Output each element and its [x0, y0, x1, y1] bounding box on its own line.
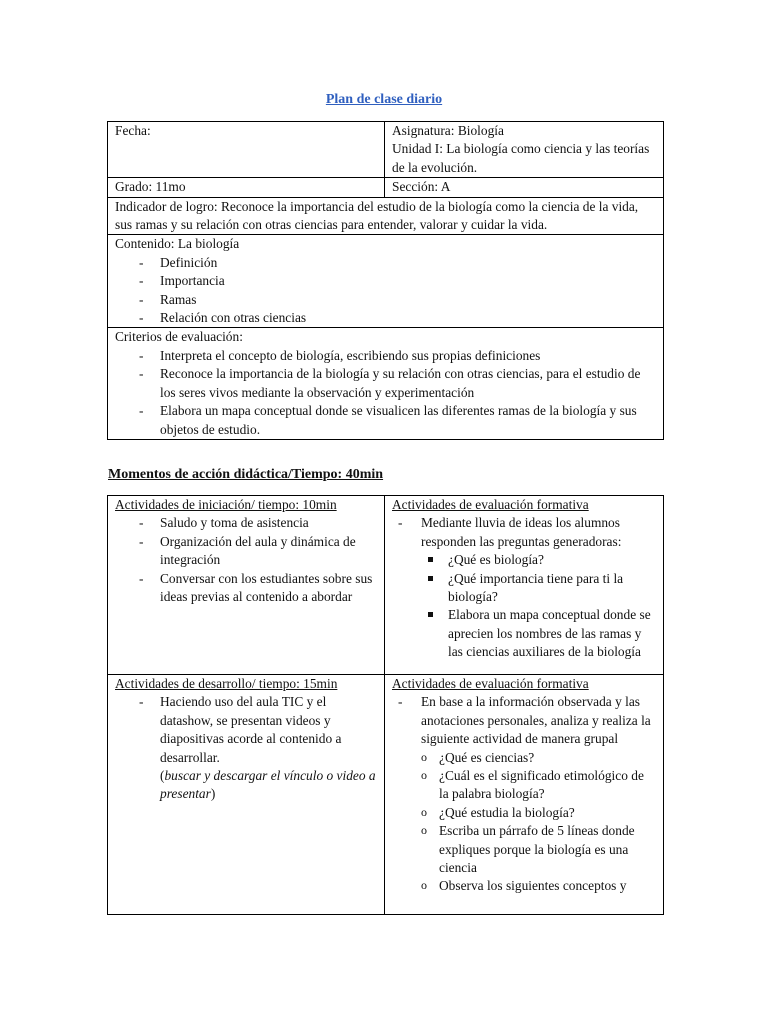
contenido-cell [108, 235, 664, 328]
list-item: - Relación con otras ciencias [115, 309, 656, 327]
page-title: Plan de clase diario [325, 92, 443, 107]
table-row [108, 122, 664, 178]
list-item: o ¿Qué es ciencias? [421, 749, 656, 767]
contenido-list [115, 254, 656, 328]
table-row [108, 197, 664, 235]
evaluacion-item-text: Mediante lluvia de ideas los alumnos responden las preguntas generadoras: [421, 515, 622, 549]
list-item: ¿Qué importancia tiene para ti la biología? [421, 570, 656, 607]
seccion-text: Sección: A [392, 179, 451, 195]
evaluacion-formativa-cell-2 [385, 675, 664, 915]
desarrollo-heading: Actividades de desarrollo/ tiempo: 15min [115, 676, 338, 691]
list-item: ¿Qué es biología? [421, 551, 656, 569]
list-item: - Reconoce la importancia de la biología y su relación con otras ciencias, para el estudio de los seres vivos mediante la observación y experimentación [115, 365, 656, 402]
list-item: - Elabora un mapa conceptual donde se visualicen las diferentes ramas de la biología y sus objetos de estudio. [115, 402, 656, 439]
table-row [108, 235, 664, 328]
contenido-label: Contenido: La biología [115, 236, 240, 252]
list-item: - Saludo y toma de asistencia [115, 514, 377, 532]
list-item [392, 514, 656, 661]
list-item: o ¿Cuál es el significado etimológico de la palabra biología? [421, 767, 656, 804]
list-item: - Conversar con los estudiantes sobre sus ideas previas al contenido a abordar [115, 570, 377, 607]
criterios-list [115, 347, 656, 439]
grado-cell [108, 178, 385, 197]
desarrollo-item-text: Haciendo uso del aula TIC y el datashow, se presentan videos y diapositivas acorde al contenido a desarrollar. [160, 694, 342, 765]
grado-text: Grado: 11mo [115, 179, 186, 195]
unidad-text: Unidad I: La biología como ciencia y las teorías de la evolución. [392, 141, 650, 175]
list-item: - Definición [115, 254, 656, 272]
list-item [115, 693, 377, 803]
indicador-cell [108, 197, 664, 235]
list-item: - Importancia [115, 272, 656, 290]
list-item: o ¿Qué estudia la biología? [421, 804, 656, 822]
table-row [108, 496, 664, 675]
actividad-grupal-list [421, 749, 656, 896]
table-row [108, 178, 664, 197]
evaluacion-formativa-cell [385, 496, 664, 675]
evaluacion-list [392, 514, 656, 661]
preguntas-list [421, 551, 656, 661]
list-item: o Escriba un párrafo de 5 líneas donde expliques porque la biología es una ciencia [421, 822, 656, 877]
seccion-cell [385, 178, 664, 197]
iniciacion-cell [108, 496, 385, 675]
section-title: Momentos de acción didáctica/Tiempo: 40min [108, 467, 384, 482]
iniciacion-list [115, 514, 377, 606]
indicador-text: Indicador de logro: Reconoce la importancia del estudio de la biología como la ciencia de la vida, sus ramas y su relación con otras ciencias para entender, valorar y cuidar la vida. [115, 198, 639, 233]
activities-table [107, 495, 664, 915]
list-item [392, 693, 656, 895]
evaluacion-heading-2: Actividades de evaluación formativa [392, 676, 589, 691]
desarrollo-cell [108, 675, 385, 915]
list-item: - Organización del aula y dinámica de integración [115, 533, 377, 570]
asignatura-cell [385, 122, 664, 178]
criterios-cell [108, 328, 664, 439]
list-item: o Observa los siguientes conceptos y [421, 877, 656, 895]
list-item: Elabora un mapa conceptual donde se aprecien los nombres de las ramas y las ciencias auxiliares de la biología [421, 606, 656, 661]
list-item: - Interpreta el concepto de biología, escribiendo sus propias definiciones [115, 347, 656, 365]
class-plan-table [107, 121, 664, 440]
criterios-label: Criterios de evaluación: [115, 329, 243, 345]
evaluacion-heading: Actividades de evaluación formativa [392, 497, 589, 512]
note-open: ( [160, 768, 165, 784]
iniciacion-heading: Actividades de iniciación/ tiempo: 10min [115, 497, 337, 512]
desarrollo-list [115, 693, 377, 803]
list-item: - Ramas [115, 291, 656, 309]
note-close: ) [210, 786, 216, 802]
table-row [108, 675, 664, 915]
evaluacion-list-2 [392, 693, 656, 895]
fecha-label: Fecha: [115, 123, 151, 138]
asignatura-text: Asignatura: Biología [392, 123, 504, 138]
fecha-cell [108, 122, 385, 178]
desarrollo-note: buscar y descargar el vínculo o video a presentar [160, 768, 376, 802]
table-row [108, 328, 664, 439]
evaluacion-item-text-2: En base a la información observada y las anotaciones personales, analiza y realiza la siguiente actividad de manera grupal [421, 694, 651, 747]
